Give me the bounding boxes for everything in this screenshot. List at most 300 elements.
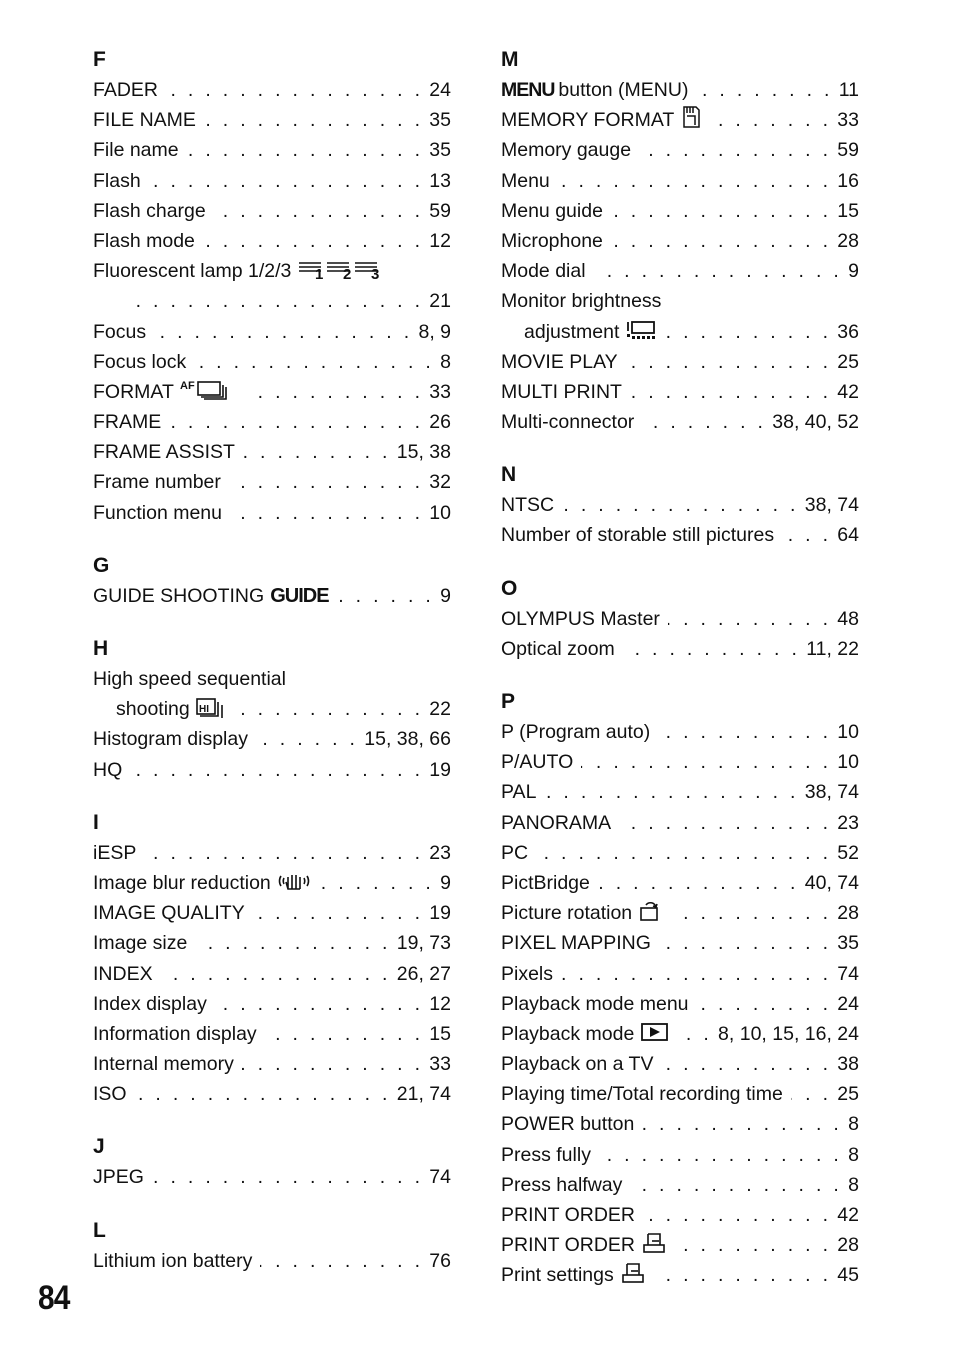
index-entry xyxy=(501,717,859,747)
entry-label-text: Press halfway xyxy=(501,1173,623,1196)
index-entry xyxy=(93,498,451,528)
leader-dots xyxy=(154,317,412,347)
index-section-g xyxy=(93,551,451,611)
entry-label xyxy=(501,166,550,196)
entry-pages: 33 xyxy=(429,1053,451,1076)
leader-dots xyxy=(654,1260,832,1290)
entry-label-text: Playback on a TV xyxy=(501,1053,654,1076)
entry-label xyxy=(93,256,381,289)
section-letter: N xyxy=(501,463,517,487)
leader-dots xyxy=(782,520,831,550)
index-entry xyxy=(93,407,451,437)
entry-label-text: Image blur reduction xyxy=(93,871,271,894)
entry-label xyxy=(501,838,528,868)
leader-dots xyxy=(130,755,423,785)
index-entry xyxy=(93,196,451,226)
leader-dots xyxy=(697,989,832,1019)
section-letter: L xyxy=(93,1218,106,1242)
hi-sequential-icon xyxy=(196,696,226,727)
entry-label-text: Flash charge xyxy=(93,199,206,222)
entry-label xyxy=(501,347,618,377)
leader-dots xyxy=(791,1079,832,1109)
entry-label xyxy=(93,724,248,754)
index-entry xyxy=(501,808,859,838)
section-letter: F xyxy=(93,48,106,71)
entry-label xyxy=(501,898,662,931)
entry-label xyxy=(93,377,240,410)
print-icon xyxy=(641,1232,667,1263)
entry-pages: 9 xyxy=(440,584,451,607)
svg-text:3: 3 xyxy=(371,266,380,281)
entry-label xyxy=(501,105,702,138)
entry-pages: 22 xyxy=(429,698,451,721)
index-entry xyxy=(501,166,859,196)
leader-dots xyxy=(169,407,423,437)
entry-pages: 19, 73 xyxy=(396,932,451,955)
entry-pages: 38, 40, 52 xyxy=(772,411,859,434)
entry-pages: 32 xyxy=(429,471,451,494)
entry-label-text: IMAGE QUALITY xyxy=(93,902,245,925)
index-entry xyxy=(501,928,859,958)
leader-dots xyxy=(594,256,843,286)
leader-dots xyxy=(248,377,423,407)
leader-dots xyxy=(166,75,423,105)
leader-dots xyxy=(195,928,390,958)
entry-label-text: MEMORY FORMAT xyxy=(501,109,675,132)
leader-dots xyxy=(659,928,831,958)
entry-label xyxy=(501,135,631,165)
index-entry xyxy=(93,226,451,256)
entry-label xyxy=(93,1246,252,1276)
entry-label-text: Press fully xyxy=(501,1143,591,1166)
monitor-brightness-icon xyxy=(625,319,659,350)
entry-label xyxy=(501,490,554,520)
index-entry xyxy=(501,1140,859,1170)
entry-label xyxy=(501,196,603,226)
leader-dots xyxy=(149,166,424,196)
entry-label xyxy=(501,634,615,664)
entry-pages: 26 xyxy=(429,411,451,434)
index-entry xyxy=(93,166,451,196)
index-entry xyxy=(93,467,451,497)
entry-label-text: Menu xyxy=(501,169,550,192)
leader-dots xyxy=(161,959,391,989)
entry-label-text: MOVIE PLAY xyxy=(501,350,618,373)
page-number: 84 xyxy=(38,1279,70,1317)
entry-label xyxy=(93,959,153,989)
index-column-left xyxy=(93,45,451,1299)
leader-dots xyxy=(611,226,831,256)
entry-label-text: PictBridge xyxy=(501,871,590,894)
entry-pages: 10 xyxy=(837,721,859,743)
index-entry xyxy=(93,664,451,694)
entry-label-text: Mode dial xyxy=(501,260,586,283)
entry-pages: 10 xyxy=(837,751,859,774)
print-icon xyxy=(620,1262,646,1293)
index-entry xyxy=(93,868,451,898)
index-entry xyxy=(501,898,859,928)
leader-dots xyxy=(544,777,798,807)
index-entry xyxy=(501,604,859,634)
entry-label xyxy=(93,135,179,165)
leader-dots xyxy=(623,634,800,664)
entry-label-text: Optical zoom xyxy=(501,637,615,660)
entry-label-text: Monitor brightness xyxy=(501,290,662,313)
entry-pages: 59 xyxy=(837,139,859,162)
entry-pages: 28 xyxy=(837,902,859,925)
leader-dots xyxy=(319,868,434,898)
index-entry xyxy=(93,581,451,611)
guide-word: GUIDE xyxy=(270,584,329,607)
entry-label-text: POWER button xyxy=(501,1113,635,1136)
leader-dots xyxy=(643,1200,831,1230)
section-letter: I xyxy=(93,810,99,834)
entry-pages: 11, 22 xyxy=(806,637,859,660)
leader-dots xyxy=(265,1019,424,1049)
entry-label xyxy=(501,989,689,1019)
entry-pages: 16 xyxy=(837,169,859,192)
entry-label-text: FRAME ASSIST xyxy=(93,441,235,464)
entry-pages: 25 xyxy=(837,350,859,373)
entry-label-text: FORMAT xyxy=(93,380,174,403)
entry-label-text: Focus lock xyxy=(93,350,187,373)
entry-label-text: P/AUTO xyxy=(501,751,574,774)
entry-label-text: Fluorescent lamp 1/2/3 xyxy=(93,260,292,283)
entry-pages: 33 xyxy=(837,109,859,132)
entry-pages: 15, 38 xyxy=(396,441,451,464)
entry-label-text: Flash mode xyxy=(93,229,195,252)
entry-label xyxy=(93,317,146,347)
entry-label-text: PAL xyxy=(501,781,537,804)
index-entry xyxy=(501,1170,859,1200)
index-entry xyxy=(501,1019,859,1049)
leader-dots xyxy=(230,498,423,528)
leader-dots xyxy=(337,581,435,611)
entry-label-text: iESP xyxy=(93,841,137,864)
leader-dots xyxy=(639,135,831,165)
index-entry xyxy=(501,347,859,377)
svg-text:2: 2 xyxy=(343,266,352,281)
index-section-n xyxy=(501,460,859,550)
index-entry xyxy=(93,377,451,407)
entry-label-text: PANORAMA xyxy=(501,811,612,834)
index-entry xyxy=(501,747,859,777)
entry-label xyxy=(93,838,136,868)
index-entry xyxy=(93,755,451,785)
entry-label xyxy=(93,347,186,377)
entry-pages: 15, 38, 66 xyxy=(364,728,451,751)
index-section-l xyxy=(93,1216,451,1276)
leader-dots xyxy=(598,868,799,898)
entry-label xyxy=(501,604,660,634)
entry-pages: 8 xyxy=(440,350,451,373)
entry-label xyxy=(501,256,586,286)
entry-label xyxy=(501,1049,653,1079)
leader-dots xyxy=(194,347,434,377)
entry-label xyxy=(501,928,651,958)
index-entry xyxy=(501,1260,859,1290)
entry-pages: 23 xyxy=(429,841,451,864)
entry-label xyxy=(501,317,659,350)
section-letter: O xyxy=(501,576,518,600)
leader-dots xyxy=(661,1049,831,1079)
entry-pages: 45 xyxy=(837,1264,859,1287)
index-entry xyxy=(501,959,859,989)
entry-label xyxy=(93,1019,257,1049)
entry-pages: 19 xyxy=(429,902,451,925)
entry-pages: 35 xyxy=(429,139,451,162)
entry-pages: 8 xyxy=(848,1113,859,1136)
leader-dots xyxy=(630,377,831,407)
section-letter: H xyxy=(93,637,109,660)
index-entry xyxy=(501,105,859,135)
index-entry xyxy=(501,1230,859,1260)
entry-label-text: FADER xyxy=(93,79,159,101)
leader-dots xyxy=(144,838,423,868)
index-entry xyxy=(501,634,859,664)
entry-label xyxy=(501,747,573,777)
entry-pages: 40, 74 xyxy=(804,871,859,894)
entry-pages: 74 xyxy=(837,962,859,985)
entry-label xyxy=(93,437,235,467)
index-entry xyxy=(93,1079,451,1109)
entry-pages: 35 xyxy=(837,932,859,955)
index-entry xyxy=(501,1079,859,1109)
leader-dots xyxy=(242,1049,423,1079)
section-letter: M xyxy=(501,48,519,71)
leader-dots xyxy=(619,808,831,838)
entry-pages: 48 xyxy=(837,607,859,630)
entry-label xyxy=(93,105,196,135)
leader-dots xyxy=(642,407,766,437)
entry-label xyxy=(501,1109,634,1139)
entry-label xyxy=(501,1200,635,1230)
index-entry xyxy=(501,407,859,437)
entry-label-text: GUIDE SHOOTING xyxy=(93,584,265,607)
index-section-h xyxy=(93,634,451,785)
entry-pages: 15 xyxy=(837,199,859,222)
entry-label xyxy=(93,664,286,694)
index-entry xyxy=(93,105,451,135)
index-entry xyxy=(501,135,859,165)
leader-dots xyxy=(203,226,423,256)
entry-pages: 35 xyxy=(429,109,451,132)
index-entry xyxy=(501,1109,859,1139)
entry-label xyxy=(501,520,774,550)
index-entry xyxy=(93,959,451,989)
leader-dots xyxy=(135,1079,391,1109)
leader-dots xyxy=(642,1109,842,1139)
index-entry xyxy=(93,317,451,347)
index-section-m xyxy=(501,45,859,437)
index-entry xyxy=(501,226,859,256)
entry-pages: 42 xyxy=(837,380,859,403)
leader-dots xyxy=(256,724,358,754)
entry-label xyxy=(93,694,226,727)
entry-pages: 19 xyxy=(429,758,451,781)
index-entry xyxy=(93,838,451,868)
entry-pages: 28 xyxy=(837,1234,859,1257)
index-entry xyxy=(93,989,451,1019)
leader-dots xyxy=(561,959,831,989)
entry-label-text: Information display xyxy=(93,1022,257,1045)
entry-label xyxy=(93,196,206,226)
index-section-o xyxy=(501,574,859,664)
playback-icon xyxy=(640,1021,670,1052)
index-entry xyxy=(93,256,451,286)
entry-pages: 11 xyxy=(838,79,859,101)
entry-label-text: Frame number xyxy=(93,471,221,494)
entry-pages: 8, 10, 15, 16, 24 xyxy=(718,1022,859,1045)
entry-label xyxy=(501,1170,622,1200)
entry-label xyxy=(93,898,245,928)
entry-label xyxy=(93,1162,144,1192)
entry-label-text: High speed sequential xyxy=(93,668,286,690)
entry-label xyxy=(93,498,222,528)
entry-pages: 13 xyxy=(429,169,451,192)
entry-label xyxy=(93,755,122,785)
entry-label-text: Index display xyxy=(93,992,207,1015)
index-entry xyxy=(501,1200,859,1230)
entry-pages: 38, 74 xyxy=(804,494,859,517)
entry-pages: 59 xyxy=(429,199,451,222)
index-entry xyxy=(93,1246,451,1276)
leader-dots xyxy=(630,1170,842,1200)
entry-label-text: INDEX xyxy=(93,962,153,985)
entry-label xyxy=(501,959,553,989)
entry-label-text: PRINT ORDER xyxy=(501,1204,635,1226)
index-entry xyxy=(501,520,859,550)
leader-dots xyxy=(696,75,832,105)
index-section-i xyxy=(93,808,451,1110)
leader-dots xyxy=(152,1162,423,1192)
index-entry xyxy=(501,256,859,286)
memory-card-icon xyxy=(680,105,702,138)
entry-label xyxy=(501,407,634,437)
leader-dots xyxy=(581,747,831,777)
index-entry xyxy=(93,135,451,165)
entry-pages: 23 xyxy=(837,811,859,834)
leader-dots xyxy=(134,286,423,316)
leader-dots xyxy=(611,196,831,226)
entry-pages: 8 xyxy=(848,1173,859,1196)
index-entry xyxy=(93,1049,451,1079)
entry-label-text: Microphone xyxy=(501,229,603,252)
entry-label xyxy=(501,1079,783,1109)
entry-label xyxy=(501,1230,667,1263)
entry-label xyxy=(93,166,141,196)
index-entry xyxy=(501,75,859,105)
leader-dots xyxy=(536,838,831,868)
entry-label-text: PIXEL MAPPING xyxy=(501,932,651,955)
entry-label xyxy=(93,467,221,497)
leader-dots xyxy=(253,898,424,928)
entry-label-text: Playback mode xyxy=(501,1022,635,1045)
entry-pages: 42 xyxy=(837,1204,859,1226)
index-entry xyxy=(501,377,859,407)
entry-pages: 28 xyxy=(837,229,859,252)
entry-label xyxy=(93,226,195,256)
leader-dots xyxy=(243,437,391,467)
entry-label xyxy=(93,581,329,611)
section-letter: J xyxy=(93,1135,105,1159)
entry-label-text: Image size xyxy=(93,932,188,955)
entry-label-text: shooting xyxy=(116,698,190,721)
entry-label-text: Picture rotation xyxy=(501,902,633,925)
entry-label xyxy=(501,717,650,747)
entry-label-text: Lithium ion battery xyxy=(93,1249,253,1272)
entry-label xyxy=(93,1079,127,1109)
entry-label-text: PRINT ORDER xyxy=(501,1234,635,1257)
svg-text:AF: AF xyxy=(179,379,195,392)
index-entry xyxy=(93,724,451,754)
index-entry xyxy=(93,347,451,377)
index-entry xyxy=(501,777,859,807)
entry-label-text: FRAME xyxy=(93,411,162,434)
leader-dots xyxy=(599,1140,842,1170)
entry-label-text: Memory gauge xyxy=(501,139,632,162)
entry-pages: 21, 74 xyxy=(396,1083,451,1106)
index-entry xyxy=(501,196,859,226)
leader-dots xyxy=(667,317,831,347)
entry-label-text: adjustment xyxy=(524,320,620,343)
entry-label-text: Histogram display xyxy=(93,728,248,751)
leader-dots xyxy=(562,490,799,520)
entry-label-text: Playback mode menu xyxy=(501,992,689,1015)
leader-dots xyxy=(675,1230,831,1260)
leader-dots xyxy=(710,105,831,135)
entry-label-text: Function menu xyxy=(93,501,222,524)
index-entry xyxy=(501,1049,859,1079)
entry-pages: 76 xyxy=(429,1249,451,1272)
index-entry xyxy=(501,317,859,347)
index-section-j xyxy=(93,1132,451,1192)
entry-label xyxy=(93,1049,234,1079)
entry-pages: 26, 27 xyxy=(396,962,451,985)
leader-dots xyxy=(658,717,831,747)
entry-pages: 38 xyxy=(837,1053,859,1076)
entry-label xyxy=(93,989,207,1019)
leader-dots xyxy=(215,989,423,1019)
index-entry xyxy=(93,928,451,958)
entry-pages: 9 xyxy=(848,260,859,283)
entry-pages: 8, 9 xyxy=(418,320,451,343)
index-column-right xyxy=(501,45,859,1314)
entry-label-text: FILE NAME xyxy=(93,109,196,132)
index-entry xyxy=(501,989,859,1019)
entry-pages: 25 xyxy=(837,1083,859,1106)
menu-button-word: MENU xyxy=(501,79,555,101)
fluorescent-lamp-icon xyxy=(297,258,381,289)
entry-pages: 33 xyxy=(429,380,451,403)
index-entry xyxy=(93,1162,451,1192)
entry-pages: 74 xyxy=(429,1166,451,1189)
leader-dots xyxy=(204,105,423,135)
entry-label-text: Pixels xyxy=(501,962,554,985)
index-section-p xyxy=(501,687,859,1291)
index-section-f xyxy=(93,45,451,528)
entry-label-text: P (Program auto) xyxy=(501,721,651,743)
index-entry xyxy=(501,286,859,316)
entry-label-text: OLYMPUS Master xyxy=(501,607,660,630)
entry-label-text: File name xyxy=(93,139,179,162)
index-entry xyxy=(93,75,451,105)
entry-label-text: JPEG xyxy=(93,1166,144,1189)
leader-dots xyxy=(670,898,831,928)
entry-label xyxy=(501,286,661,316)
entry-label xyxy=(93,868,311,901)
entry-pages: 52 xyxy=(837,841,859,864)
